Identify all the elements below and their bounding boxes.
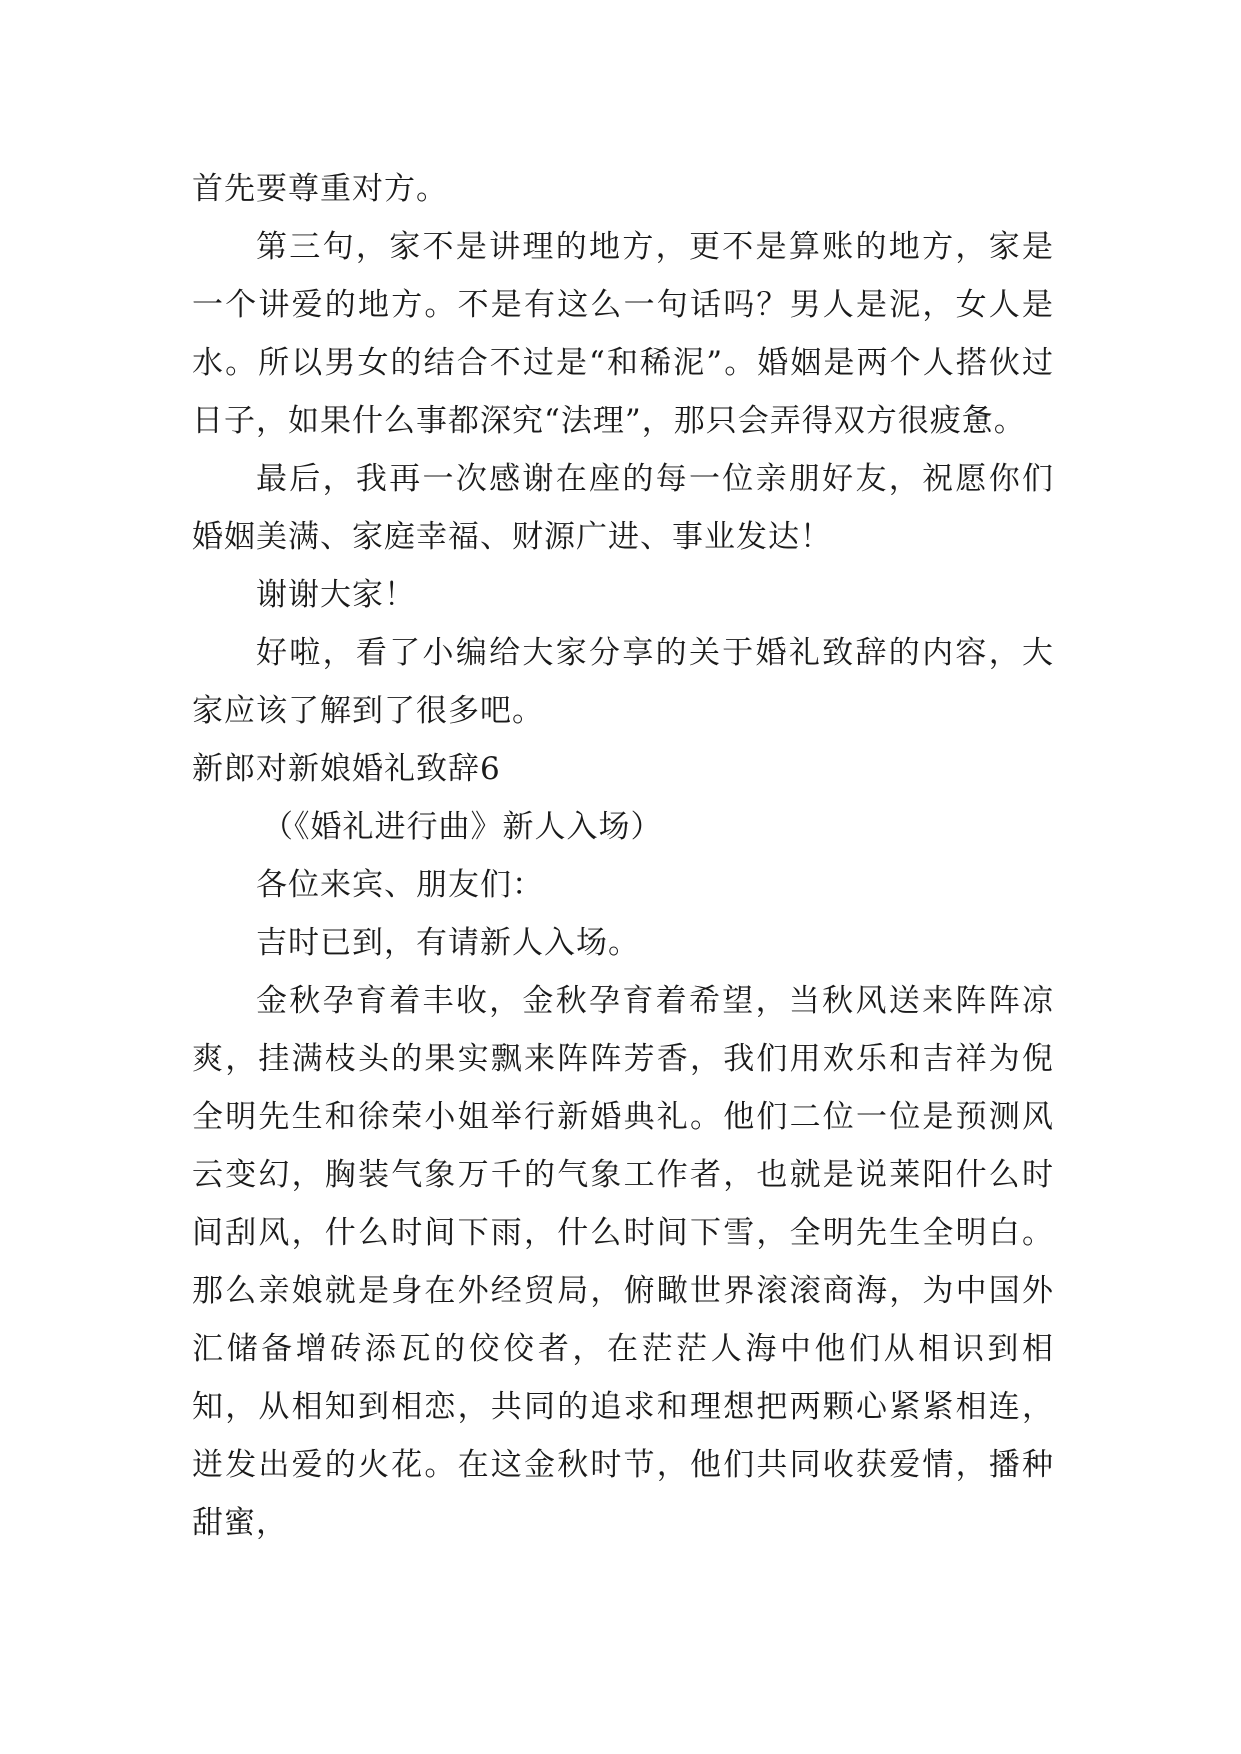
paragraph-2: 第三句，家不是讲理的地方，更不是算账的地方，家是一个讲爱的地方。不是有这么一句话吗？男人是泥，女人是水。所以男女的结合不过是“和稀泥”。婚姻是两个人搭伙过日子，如果什么事都深究“法理”，那只会弄得双方很疲惫。 [192, 229, 1054, 439]
paragraph-stage-direction: （《婚礼进行曲》新人入场） [262, 809, 663, 845]
paragraph-1: 首先要尊重对方。 [192, 171, 448, 207]
document-body [192, 160, 1054, 1552]
paragraph-4: 谢谢大家！ [256, 577, 416, 613]
section-heading: 新郎对新娘婚礼致辞6 [192, 751, 501, 787]
paragraph-greeting: 各位来宾、朋友们： [256, 867, 544, 903]
paragraph-main-speech: 金秋孕育着丰收，金秋孕育着希望，当秋风送来阵阵凉爽，挂满枝头的果实飘来阵阵芳香，我们用欢乐和吉祥为倪全明先生和徐荣小姐举行新婚典礼。他们二位一位是预测风云变幻，胸装气象万千的气象工作者，也就是说莱阳什么时间刮风，什么时间下雨，什么时间下雪，全明先生全明白。那么亲娘就是身在外经贸局，俯瞰世界滚滚商海，为中国外汇储备增砖添瓦的佼佼者，在茫茫人海中他们从相识到相知，从相知到相恋，共同的追求和理想把两颗心紧紧相连，迸发出爱的火花。在这金秋时节，他们共同收获爱情，播种甜蜜， [192, 983, 1054, 1541]
paragraph-3: 最后，我再一次感谢在座的每一位亲朋好友，祝愿你们婚姻美满、家庭幸福、财源广进、事业发达！ [192, 461, 1054, 555]
paragraph-entrance: 吉时已到，有请新人入场。 [256, 925, 640, 961]
paragraph-5: 好啦，看了小编给大家分享的关于婚礼致辞的内容，大家应该了解到了很多吧。 [192, 635, 1054, 729]
